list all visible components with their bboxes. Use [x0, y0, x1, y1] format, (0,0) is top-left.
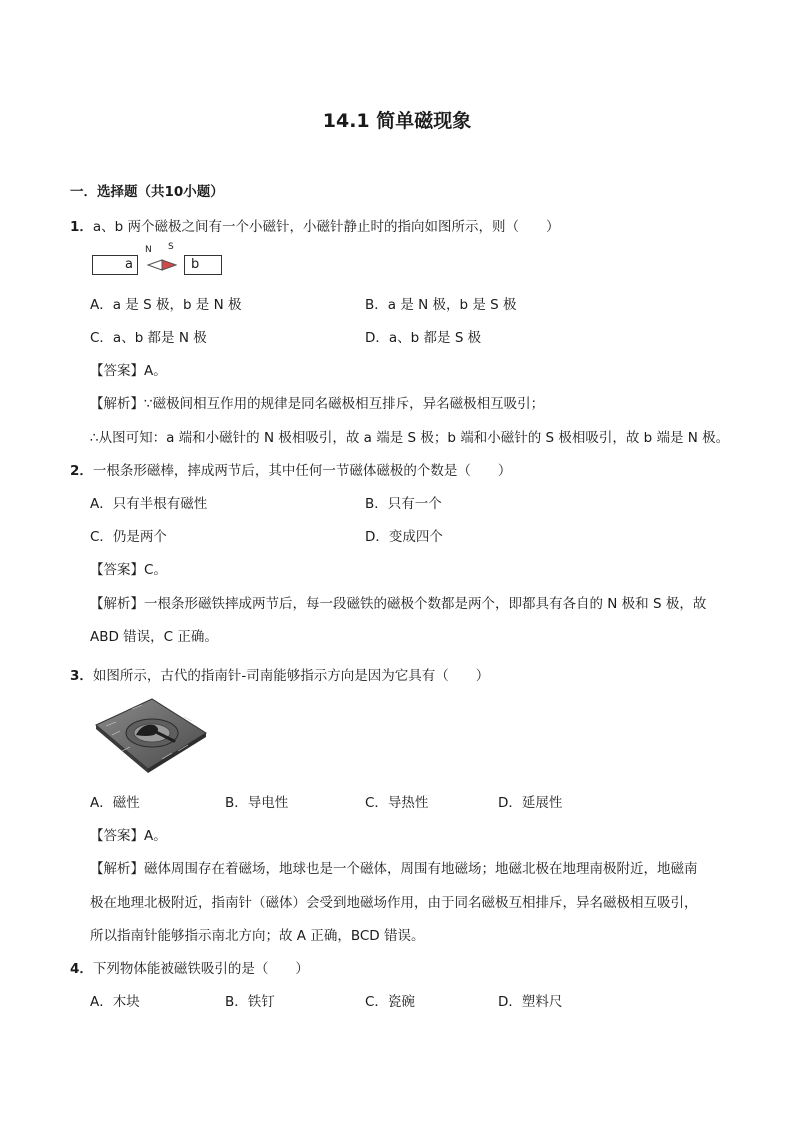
option-c: C．a、b 都是 N 极: [90, 330, 207, 346]
option-c: C．瓷碗: [365, 994, 415, 1010]
analysis-line: 【解析】一根条形磁铁摔成两节后，每一段磁铁的磁极个数都是两个，即都具有各自的 N 极和 S 极，故: [90, 596, 707, 612]
analysis-line: ∴从图可知：a 端和小磁针的 N 极相吸引，故 a 端是 S 极；b 端和小磁针的 S 极相吸引，故 b 端是 N 极。: [90, 430, 730, 446]
question-number: 1．: [70, 219, 93, 235]
option-b: B．导电性: [225, 795, 289, 811]
analysis-line: 【解析】磁体周围存在着磁场，地球也是一个磁体，周围有地磁场；地磁北极在地理南极附近，地磁南: [90, 861, 698, 877]
question-stem: 下列物体能被磁铁吸引的是（ ）: [92, 961, 309, 977]
analysis-line: 所以指南针能够指示南北方向；故 A 正确，BCD 错误。: [90, 928, 425, 944]
page-title: 14.1 简单磁现象: [322, 110, 472, 132]
question-stem: 一根条形磁棒，摔成两节后，其中任何一节磁体磁极的个数是（ ）: [92, 463, 512, 479]
option-b: B．铁钉: [225, 994, 275, 1010]
question-stem: 如图所示，古代的指南针-司南能够指示方向是因为它具有（ ）: [92, 668, 490, 684]
option-a: A．a 是 S 极，b 是 N 极: [90, 297, 242, 313]
magnet-b-label: b: [191, 257, 200, 272]
needle-n-label: N: [145, 245, 152, 255]
option-a: A．只有半根有磁性: [90, 496, 208, 512]
question-number: 2．: [70, 463, 93, 479]
section-heading: 一．选择题（共10小题）: [70, 184, 224, 200]
option-c: C．仍是两个: [90, 529, 167, 545]
question-4: [70, 957, 309, 977]
analysis-line: ABD 错误，C 正确。: [90, 629, 218, 645]
option-b: B．只有一个: [365, 496, 442, 512]
answer: 【答案】C。: [90, 562, 167, 578]
magnet-b: [184, 255, 222, 275]
option-d: D．延展性: [498, 795, 563, 811]
option-d: D．a、b 都是 S 极: [365, 330, 482, 346]
needle-s-label: S: [168, 242, 174, 252]
question-stem: a、b 两个磁极之间有一个小磁针，小磁针静止时的指向如图所示，则（ ）: [92, 219, 560, 235]
magnet-a: [92, 255, 138, 275]
magnet-figure: [90, 242, 230, 277]
option-b: B．a 是 N 极，b 是 S 极: [365, 297, 517, 313]
option-a: A．磁性: [90, 795, 140, 811]
question-number: 3．: [70, 668, 93, 684]
question-2: [70, 459, 511, 479]
analysis-line: 极在地理北极附近，指南针（磁体）会受到地磁场作用，由于同名磁极互相排斥，异名磁极相互吸引，: [90, 895, 698, 911]
option-a: A．木块: [90, 994, 140, 1010]
question-1: [70, 215, 560, 235]
option-c: C．导热性: [365, 795, 429, 811]
analysis-line: 【解析】∵磁极间相互作用的规律是同名磁极相互排斥，异名磁极相互吸引；: [90, 396, 545, 412]
option-d: D．塑料尺: [498, 994, 563, 1010]
option-d: D．变成四个: [365, 529, 443, 545]
answer: 【答案】A。: [90, 828, 167, 844]
question-3: [70, 664, 489, 684]
compass-needle: [146, 259, 178, 271]
answer: 【答案】A。: [90, 363, 167, 379]
question-number: 4．: [70, 961, 93, 977]
sinan-compass-image: [92, 695, 210, 775]
magnet-a-label: a: [125, 257, 133, 272]
